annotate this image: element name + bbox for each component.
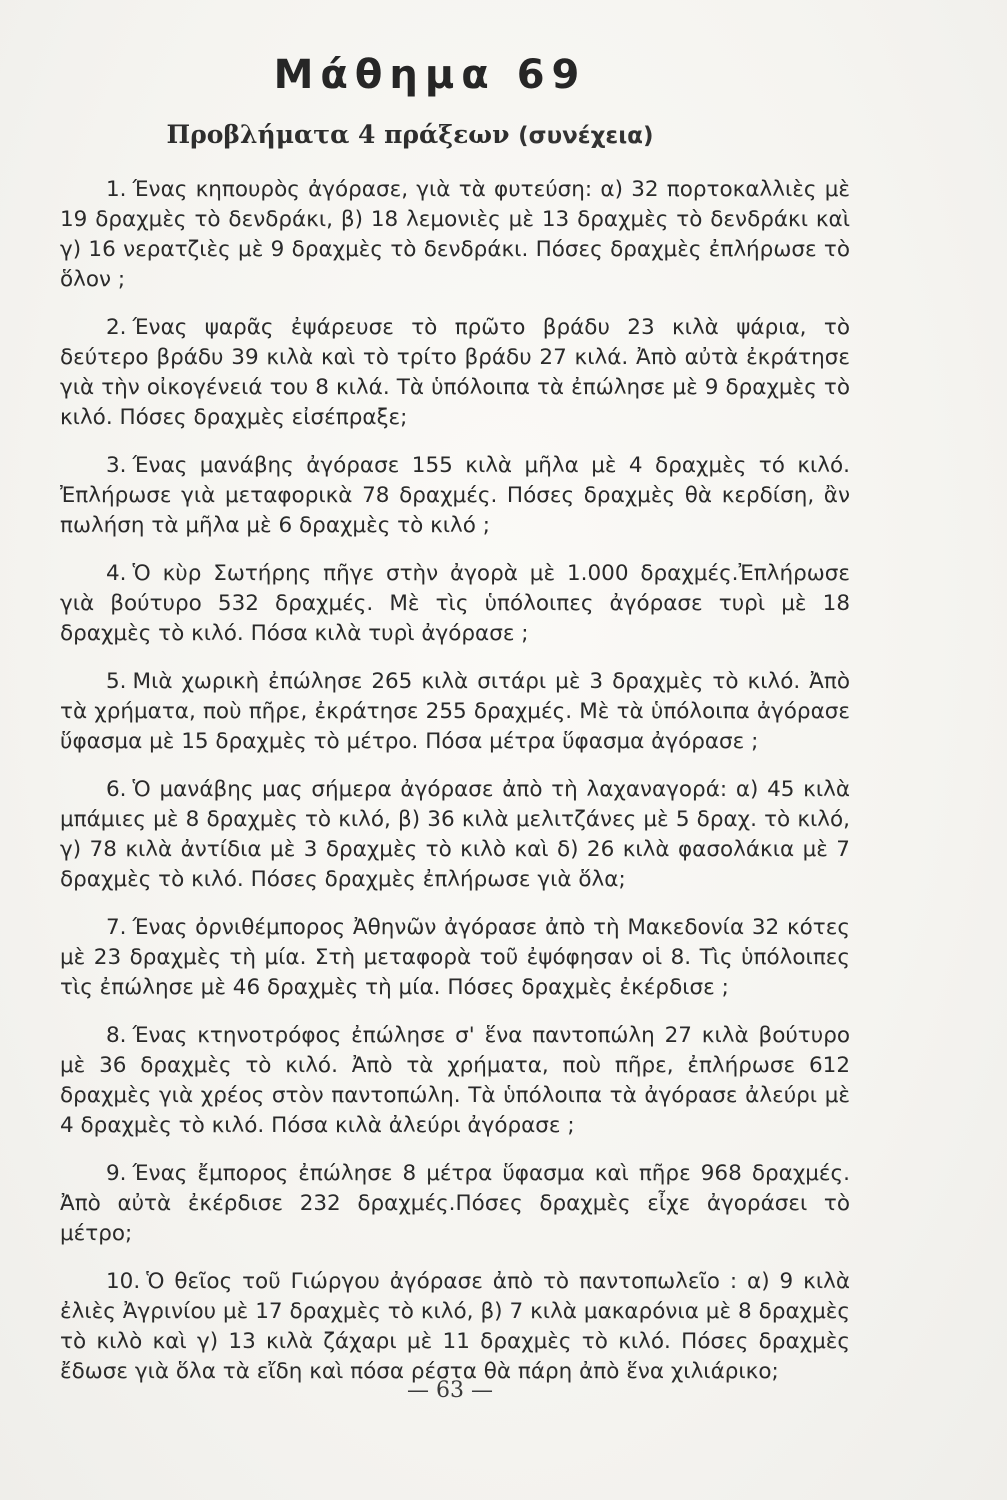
problem-10 xyxy=(60,1267,850,1387)
problem-4 xyxy=(60,559,850,649)
lesson-title: Μάθημα 69 xyxy=(273,52,587,98)
problem-text: Ὁ μανάβης μας σήμερα ἀγόρασε ἀπὸ τὴ λαχαναγορά: α) 45 κιλὰ μπάμιες μὲ 8 δραχμὲς τὸ κιλό, β) 36 κιλὰ μελιτζάνες μὲ 5 δραχ. τὸ κιλό, γ) 78 κιλὰ ἀντίδια μὲ 3 δραχμὲς τὸ κιλὸ καὶ δ) 26 κιλὰ φασολάκια μὲ 7 δραχμὲς τὸ κιλό. Πόσες δραχμὲς ἐπλήρωσε γιὰ ὅλα; xyxy=(60,777,850,892)
problem-number: 9. xyxy=(106,1161,127,1186)
problem-3 xyxy=(60,451,850,541)
problem-number: 10. xyxy=(106,1269,141,1294)
problem-text: Ένας μανάβης ἀγόρασε 155 κιλὰ μῆλα μὲ 4 δραχμὲς τό κιλό. Ἐπλήρωσε γιὰ μεταφορικὰ 78 δραχμές. Πόσες δραχμὲς θὰ κερδίση, ἂν πωλήση τὰ μῆλα μὲ 6 δραχμὲς τὸ κιλό ; xyxy=(60,453,850,538)
page-number: — 63 — xyxy=(407,1378,493,1403)
problem-5 xyxy=(60,667,850,757)
problem-number: 3. xyxy=(106,453,127,478)
problem-number: 4. xyxy=(106,561,127,586)
problem-text: Ένας ψαρᾶς ἐψάρευσε τὸ πρῶτο βράδυ 23 κιλὰ ψάρια, τὸ δεύτερο βράδυ 39 κιλὰ καὶ τὸ τρίτο βράδυ 27 κιλά. Ἀπὸ αὐτὰ ἐκράτησε γιὰ τὴν οἰκογένειά του 8 κιλά. Τὰ ὑπόλοιπα τὰ ἐπώλησε μὲ 9 δραχμὲς τὸ κιλό. Πόσες δραχμὲς εἰσέπραξε; xyxy=(60,315,850,430)
problem-text: Μιὰ χωρικὴ ἐπώλησε 265 κιλὰ σιτάρι μὲ 3 δραχμὲς τὸ κιλό. Ἀπὸ τὰ χρήματα, ποὺ πῆρε, ἐκράτησε 255 δραχμές. Μὲ τὰ ὑπόλοιπα ἀγόρασε ὕφασμα μὲ 15 δραχμὲς τὸ μέτρο. Πόσα μέτρα ὕφασμα ἀγόρασε ; xyxy=(60,669,850,754)
section-subtitle xyxy=(0,120,820,149)
subtitle-main: Προβλήματα 4 πράξεων xyxy=(166,120,510,149)
problem-number: 1. xyxy=(106,177,127,202)
problem-text: Ένας ἔμπορος ἐπώλησε 8 μέτρα ὕφασμα καὶ πῆρε 968 δραχμές. Ἀπὸ αὐτὰ ἐκέρδισε 232 δραχμές.Πόσες δραχμὲς εἶχε ἀγοράσει τὸ μέτρο; xyxy=(60,1161,850,1246)
problem-9 xyxy=(60,1159,850,1249)
problem-text: Ὁ θεῖος τοῦ Γιώργου ἀγόρασε ἀπὸ τὸ παντοπωλεῖο : α) 9 κιλὰ ἐλιὲς Ἀγρινίου μὲ 17 δραχμὲς τὸ κιλό, β) 7 κιλὰ μακαρόνια μὲ 8 δραχμὲς τὸ κιλὸ καὶ γ) 13 κιλὰ ζάχαρι μὲ 11 δραχμὲς τὸ κιλό. Πόσες δραχμὲς ἔδωσε γιὰ ὅλα τὰ εἴδη καὶ πόσα ρέστα θὰ πάρη ἀπὸ ἕνα χιλιάρικο; xyxy=(60,1269,850,1384)
problem-number: 6. xyxy=(106,777,127,802)
problem-text: Ὁ κὺρ Σωτήρης πῆγε στὴν ἀγορὰ μὲ 1.000 δραχμές.Ἐπλήρωσε γιὰ βούτυρο 532 δραχμές. Μὲ τὶς ὑπόλοιπες ἀγόρασε τυρὶ μὲ 18 δραχμὲς τὸ κιλό. Πόσα κιλὰ τυρὶ ἀγόρασε ; xyxy=(60,561,850,646)
subtitle-paren: (συνέχεια) xyxy=(518,123,654,149)
problem-2 xyxy=(60,313,850,433)
problem-7 xyxy=(60,913,850,1003)
problem-8 xyxy=(60,1021,850,1141)
problem-number: 5. xyxy=(106,669,127,694)
problem-text: Ένας κτηνοτρόφος ἐπώλησε σ' ἕνα παντοπώλη 27 κιλὰ βούτυρο μὲ 36 δραχμὲς τὸ κιλό. Ἀπὸ τὰ χρήματα, ποὺ πῆρε, ἐπλήρωσε 612 δραχμὲς γιὰ χρέος στὸν παντοπώλη. Τὰ ὑπόλοιπα τὰ ἀγόρασε ἀλεύρι μὲ 4 δραχμὲς τὸ κιλό. Πόσα κιλὰ ἀλεύρι ἀγόρασε ; xyxy=(60,1023,850,1138)
problem-number: 8. xyxy=(106,1023,127,1048)
problem-text: Ένας κηπουρὸς ἀγόρασε, γιὰ τὰ φυτεύση: α) 32 πορτοκαλλιὲς μὲ 19 δραχμὲς τὸ δενδράκι, β) 18 λεμονιὲς μὲ 13 δραχμὲς τὸ δενδράκι καὶ γ) 16 νερατζιὲς μὲ 9 δραχμὲς τὸ δενδράκι. Πόσες δραχμὲς ἐπλήρωσε τὸ ὅλον ; xyxy=(60,177,850,292)
problem-number: 2. xyxy=(106,315,127,340)
problem-text: Ένας ὀρνιθέμπορος Ἀθηνῶν ἀγόρασε ἀπὸ τὴ Μακεδονία 32 κότες μὲ 23 δραχμὲς τὴ μία. Στὴ μεταφορὰ τοῦ ἐψόφησαν οἱ 8. Τὶς ὑπόλοιπες τὶς ἐπώλησε μὲ 46 δραχμὲς τὴ μία. Πόσες δραχμὲς ἐκέρδισε ; xyxy=(60,915,850,1000)
problem-6 xyxy=(60,775,850,895)
problem-number: 7. xyxy=(106,915,127,940)
problem-list xyxy=(60,175,850,1405)
problem-1 xyxy=(60,175,850,295)
